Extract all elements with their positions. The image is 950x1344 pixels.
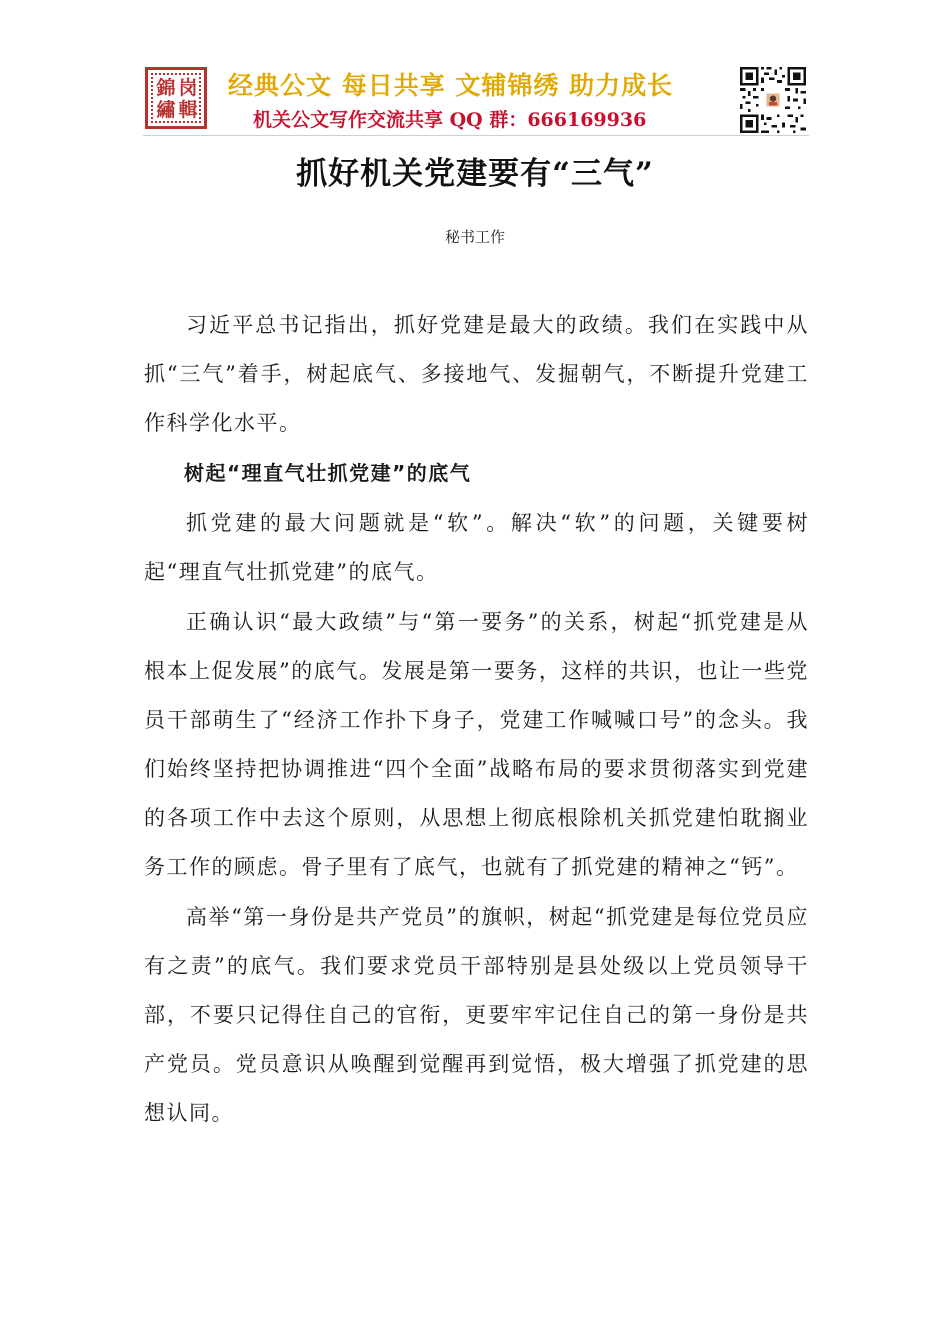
body-paragraph: 习近平总书记指出，抓好党建是最大的政绩。我们在实践中从抓“三气”着手，树起底气、多接地气、发掘朝气，不断提升党建工作科学化水平。 <box>144 313 809 435</box>
header-slogan: 经典公文 每日共享 文辅锦绣 助力成长 <box>228 71 674 100</box>
seal-char: 錦 <box>156 77 176 99</box>
seal-char: 輯 <box>178 99 198 121</box>
body-paragraph: 高举“第一身份是共产党员”的旗帜，树起“抓党建是每位党员应有之责”的底气。我们要求党员干部特别是县处级以上党员领导干部，不要只记得住自己的官衔，更要牢牢记住自己的第一身份是共产党员。党员意识从唤醒到觉醒再到觉悟，极大增强了抓党建的思想认同。 <box>144 905 809 1125</box>
qr-code-icon <box>740 67 806 133</box>
seal-char: 岗 <box>178 77 198 99</box>
document-title: 抓好机关党建要有“三气” <box>296 156 654 192</box>
body-paragraph: 抓党建的最大问题就是“软”。解决“软”的问题，关键要树起“理直气壮抓党建”的底气。 <box>144 511 809 584</box>
page-header <box>143 64 809 134</box>
document-source: 秘书工作 <box>444 228 505 246</box>
document-body <box>144 301 809 1139</box>
seal-logo <box>145 67 207 129</box>
seal-char: 繡 <box>156 99 176 121</box>
body-paragraph: 正确认识“最大政绩”与“第一要务”的关系，树起“抓党建是从根本上促发展”的底气。发展是第一要务，这样的共识，也让一些党员干部萌生了“经济工作扑下身子，党建工作喊喊口号”的念头。我们始终坚持把协调推进“四个全面”战略布局的要求贯彻落实到党建的各项工作中去这个原则，从思想上彻底根除机关抓党建怕耽搁业务工作的顾虑。骨子里有了底气，也就有了抓党建的精神之“钙”。 <box>144 610 809 879</box>
section-heading: 树起“理直气壮抓党建”的底气 <box>184 461 472 485</box>
qq-group-line: 机关公文写作交流共享 QQ 群：666169936 <box>253 109 647 131</box>
header-divider <box>143 135 809 136</box>
